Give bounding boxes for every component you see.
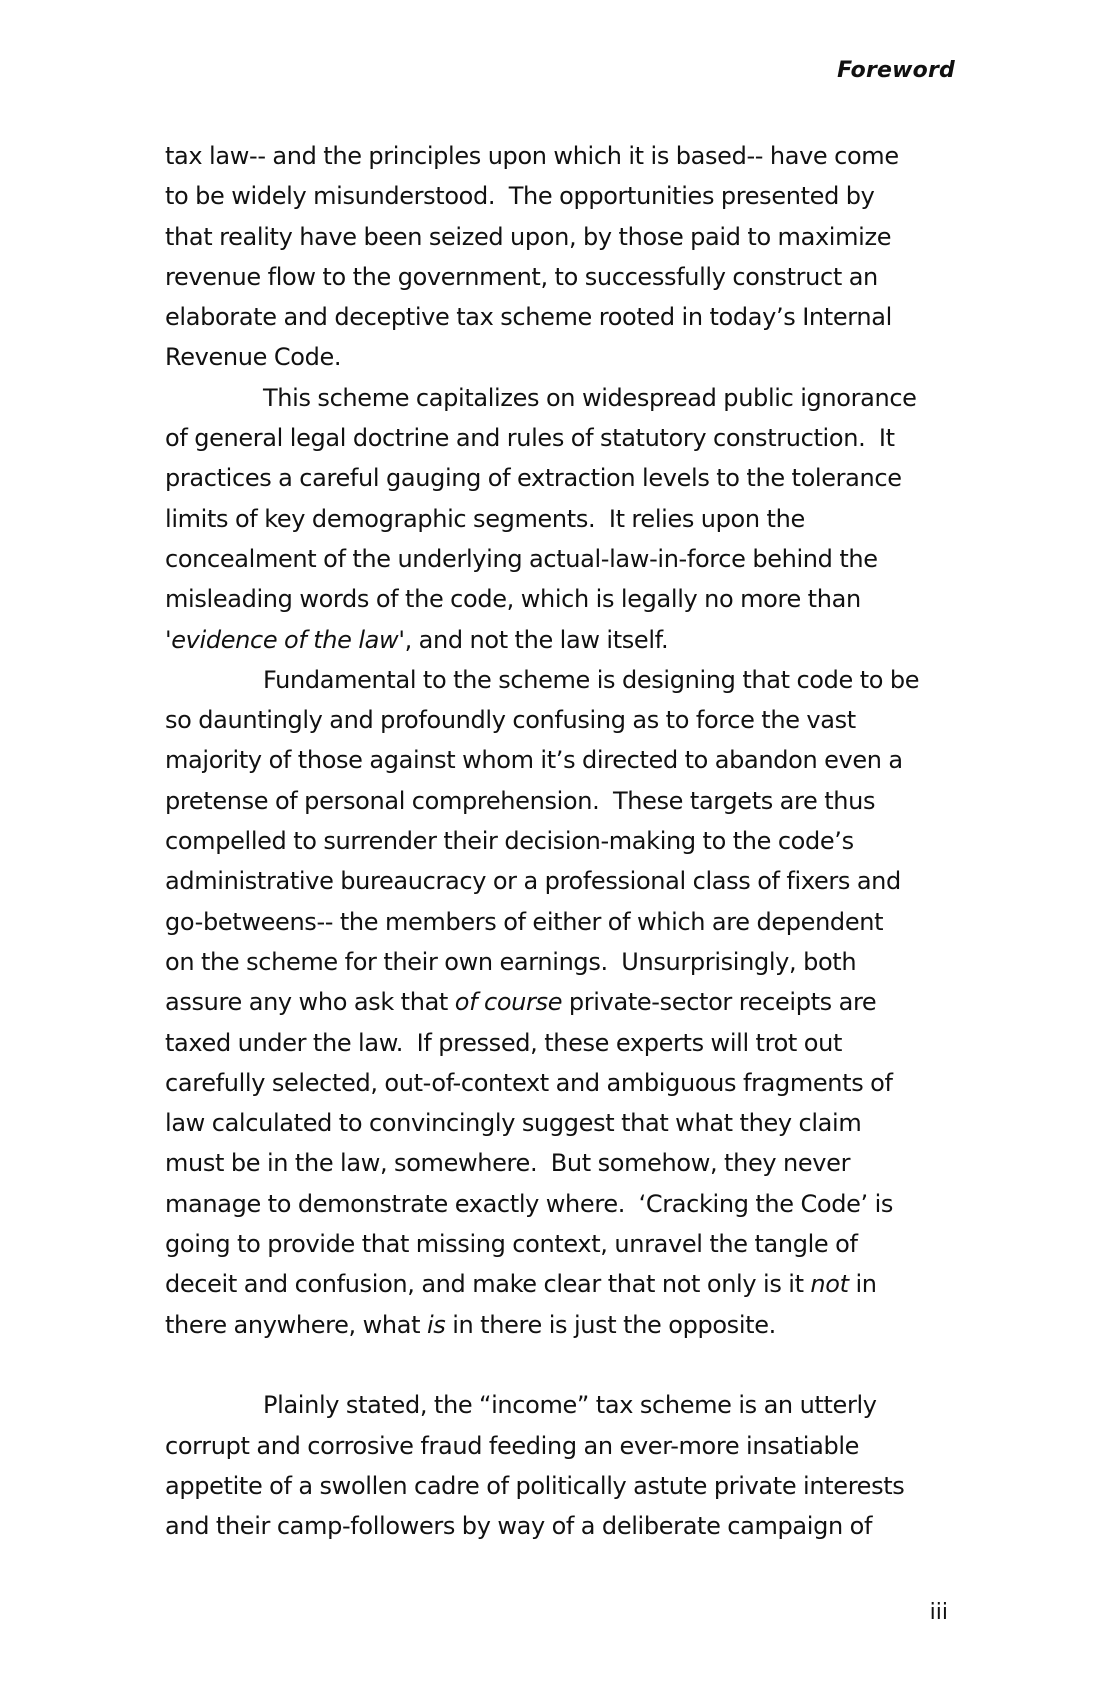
page-number: iii	[929, 1600, 948, 1625]
text-line: tax law-- and the principles upon which it is based-- have come	[165, 142, 899, 170]
text-line: to be widely misunderstood. The opportunities presented by	[165, 182, 875, 211]
italic-phrase: is	[426, 1310, 446, 1339]
page-body	[165, 136, 965, 1546]
text-line: practices a careful gauging of extraction levels to the tolerance	[165, 464, 902, 493]
italic-phrase: 'evidence of the law'	[165, 625, 405, 654]
text-line: carefully selected, out-of-context and ambiguous fragments of	[165, 1068, 893, 1097]
text-line	[165, 982, 965, 1022]
text-line: so dauntingly and profoundly confusing as to force the vast	[165, 706, 856, 735]
text-line: of general legal doctrine and rules of statutory construction. It	[165, 424, 895, 453]
text-run: , and not the law itself.	[404, 625, 669, 654]
text-run: deceit and confusion, and make clear that not only is it	[165, 1270, 811, 1299]
text-line: manage to demonstrate exactly where. ‘Cracking the Code’ is	[165, 1189, 894, 1218]
text-line	[165, 1264, 965, 1304]
text-line: misleading words of the code, which is legally no more than	[165, 585, 861, 614]
paragraph-spacer	[165, 1345, 965, 1385]
text-run: there anywhere, what	[165, 1310, 427, 1339]
text-run: in	[848, 1270, 877, 1299]
text-line: going to provide that missing context, unravel the tangle of	[165, 1230, 858, 1259]
text-line: majority of those against whom it’s directed to abandon even a	[165, 746, 903, 775]
text-line: corrupt and corrosive fraud feeding an ever-more insatiable	[165, 1431, 860, 1460]
italic-phrase: not	[810, 1270, 849, 1299]
text-line: Revenue Code.	[165, 343, 342, 372]
text-line	[165, 1305, 965, 1345]
text-line: This scheme capitalizes on widespread public ignorance	[263, 383, 917, 412]
paragraph-2	[165, 378, 965, 660]
text-line: elaborate and deceptive tax scheme rooted in today’s Internal	[165, 303, 892, 332]
text-run: in there is just the opposite.	[445, 1310, 776, 1339]
paragraph-3	[165, 660, 965, 1345]
text-line: appetite of a swollen cadre of politically astute private interests	[165, 1471, 905, 1500]
text-line: must be in the law, somewhere. But somehow, they never	[165, 1149, 851, 1178]
text-run: private-sector receipts are	[562, 988, 877, 1017]
text-line: that reality have been seized upon, by those paid to maximize	[165, 222, 892, 251]
text-line	[165, 620, 965, 660]
text-line: pretense of personal comprehension. These targets are thus	[165, 786, 876, 815]
italic-phrase: of course	[454, 988, 563, 1017]
text-line: Fundamental to the scheme is designing that code to be	[263, 665, 920, 694]
running-head-title: Foreword	[837, 58, 955, 83]
text-line: and their camp-followers by way of a deliberate campaign of	[165, 1512, 873, 1541]
text-line: administrative bureaucracy or a professional class of fixers and	[165, 867, 901, 896]
text-line: concealment of the underlying actual-law-in-force behind the	[165, 544, 878, 573]
text-line: limits of key demographic segments. It relies upon the	[165, 504, 805, 533]
paragraph-1	[165, 136, 965, 378]
text-line: go-betweens-- the members of either of which are dependent	[165, 907, 884, 936]
text-line: law calculated to convincingly suggest that what they claim	[165, 1109, 862, 1138]
paragraph-4	[165, 1385, 965, 1546]
text-run: assure any who ask that	[165, 988, 455, 1017]
text-line: Plainly stated, the “income” tax scheme is an utterly	[263, 1391, 877, 1420]
text-line: revenue flow to the government, to successfully construct an	[165, 262, 878, 291]
text-line: taxed under the law. If pressed, these experts will trot out	[165, 1028, 843, 1057]
text-line: compelled to surrender their decision-making to the code’s	[165, 827, 854, 856]
text-line: on the scheme for their own earnings. Unsurprisingly, both	[165, 947, 857, 976]
